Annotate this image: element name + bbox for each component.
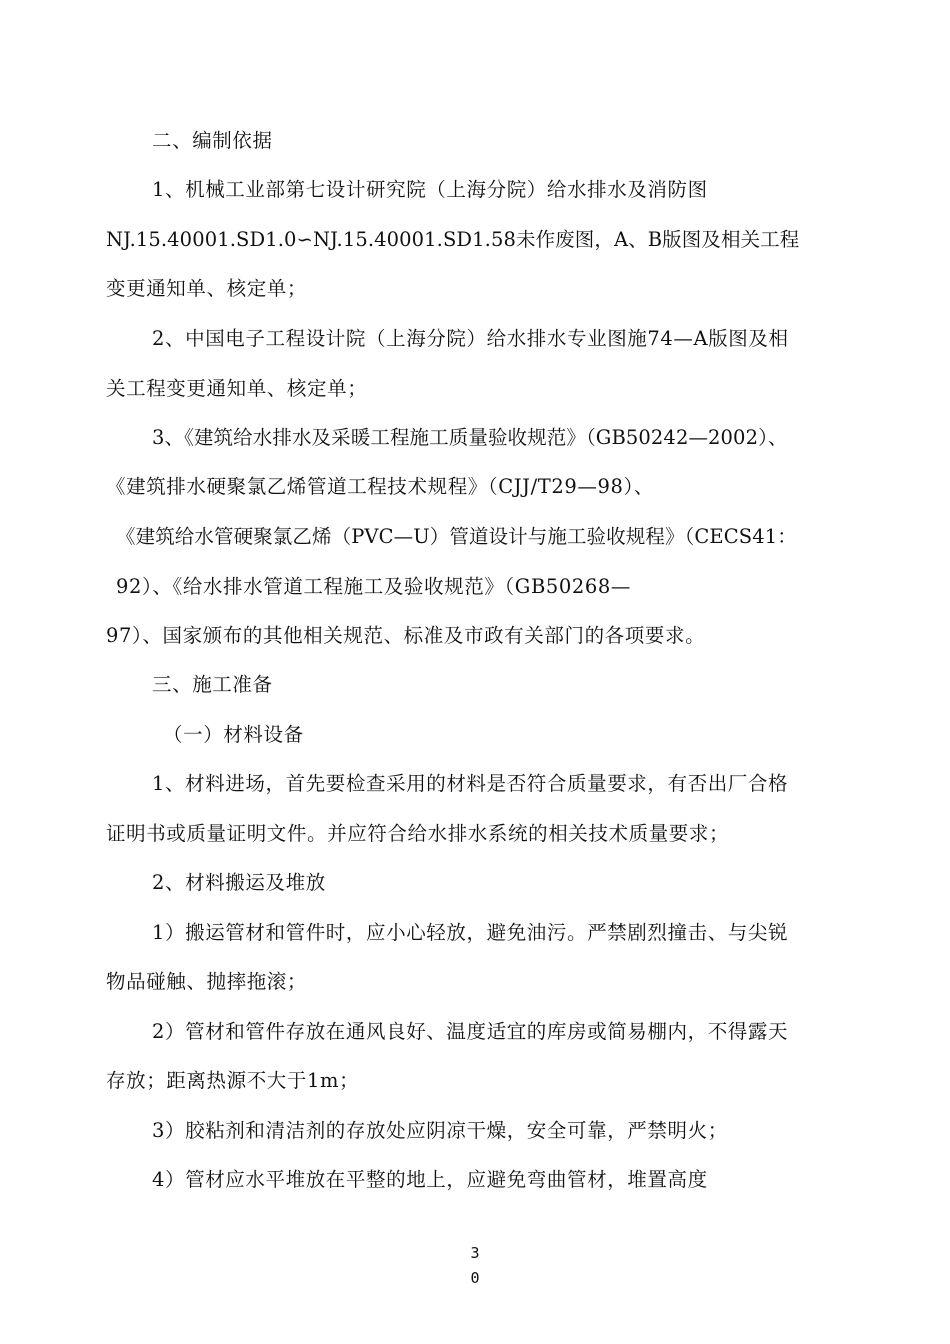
- paragraph-line: 4）管材应水平堆放在平整的地上，应避免弯曲管材，堆置高度: [152, 1168, 708, 1191]
- page-number-digit: 0: [470, 1269, 480, 1287]
- paragraph-line: 《建筑排水硬聚氯乙烯管道工程技术规程》（CJJ/T29—98）、: [106, 475, 654, 498]
- paragraph-line: 97）、国家颁布的其他相关规范、标准及市政有关部门的各项要求。: [106, 624, 706, 647]
- subsection-heading: （一）材料设备: [163, 723, 304, 746]
- paragraph-line: 《建筑给水管硬聚氯乙烯（PVC—U）管道设计与施工验收规程》（CECS41：: [116, 525, 797, 548]
- paragraph-line: 证明书或质量证明文件。并应符合给水排水系统的相关技术质量要求；: [106, 822, 730, 845]
- paragraph-line: 3）胶粘剂和清洁剂的存放处应阴凉干燥，安全可靠，严禁明火；: [152, 1119, 728, 1142]
- paragraph-line: 1、材料进场，首先要检查采用的材料是否符合质量要求，有否出厂合格: [152, 772, 789, 795]
- paragraph-line: 变更通知单、核定单；: [106, 277, 308, 300]
- paragraph-line: NJ.15.40001.SD1.0∽NJ.15.40001.SD1.58未作废图，A、B版图及相关工程: [106, 228, 800, 251]
- paragraph-line: 2、中国电子工程设计院（上海分院）给水排水专业图施74—A版图及相: [152, 327, 789, 350]
- paragraph-line: 2）管材和管件存放在通风良好、温度适宜的库房或简易棚内，不得露天: [152, 1020, 789, 1043]
- page-number-digit: 3: [470, 1244, 480, 1262]
- section-heading: 二、编制依据: [152, 129, 273, 152]
- paragraph-line: 关工程变更通知单、核定单；: [106, 377, 368, 400]
- paragraph-line: 92）、《给水排水管道工程施工及验收规范》（GB50268—: [116, 575, 632, 598]
- paragraph-line: 1、机械工业部第七设计研究院（上海分院）给水排水及消防图: [152, 178, 708, 201]
- paragraph-line: 1）搬运管材和管件时，应小心轻放，避免油污。严禁剧烈撞击、与尖锐: [152, 921, 789, 944]
- paragraph-line: 3、《建筑给水排水及采暖工程施工质量验收规范》（GB50242—2002）、: [152, 426, 788, 449]
- paragraph-line: 存放；距离热源不大于1m；: [106, 1069, 360, 1092]
- paragraph-line: 2、材料搬运及堆放: [152, 871, 326, 894]
- paragraph-line: 物品碰触、抛摔拖滚；: [106, 970, 308, 993]
- section-heading: 三、施工准备: [152, 673, 273, 696]
